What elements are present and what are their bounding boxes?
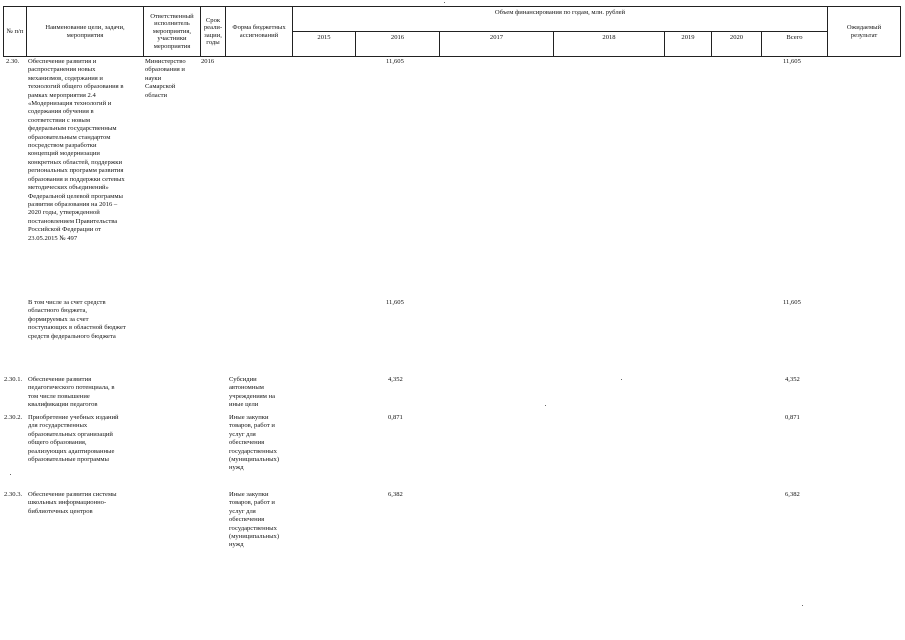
row-number: 2.30.2.: [4, 414, 23, 421]
header-total: Всего: [786, 33, 803, 41]
row-number: 2.30.1.: [4, 376, 23, 383]
row-value-2016: 4,352: [388, 376, 403, 383]
row-value-2016: 6,382: [388, 491, 403, 498]
row-name: Обеспечение развития системы школьных информационно- библиотечных центров: [28, 491, 117, 515]
scan-speck: [444, 2, 445, 3]
scan-speck: [545, 405, 546, 406]
header-no: № п/п: [6, 27, 24, 35]
border-right: [900, 6, 901, 57]
row-form: Иные закупки товаров, работ и услуг для обеспечения государственных (муниципальных) нужд: [229, 414, 280, 472]
row-value-total: 11,605: [783, 299, 801, 306]
scan-speck: [621, 379, 622, 380]
scan-speck: [802, 605, 803, 606]
row-value-total: 6,382: [785, 491, 800, 498]
row-term: 2016: [201, 58, 215, 65]
row-value-2016: 11,605: [386, 58, 404, 65]
header-year-2018: 2018: [602, 33, 616, 41]
row-name: Обеспечение развития педагогического потенциала, в том числе повышение квалификации педагогов: [28, 376, 115, 409]
header-name: Наименование цели, задачи, мероприятия: [45, 24, 125, 39]
row-value-2016: 11,605: [386, 299, 404, 306]
row-name: Обеспечение развития и распространения новых механизмов, содержания и технологий общего образования в рамках мероприятия 2.4 «Модернизация технологий и содержания обучения в соответствии с новым федеральным государственным образовательным стандартом посредством разработки концепций модернизации конкретных областей, поддержки региональных программ развития образования и поддержки сетевых методических объединений» Федеральной целевой программы развития образования на 2016 – 2020 годы, утвержденной постановлением Правительства Российской Федерации от 23.05.2015 № 497: [28, 58, 125, 242]
row-executor: Министерство образования и науки Самарской области: [145, 58, 186, 99]
row-name: Приобретение учебных изданий для государственных образовательных организаций общего образования, реализующих адаптированные образовательные программы: [28, 414, 119, 464]
row-number: 2.30.3.: [4, 491, 23, 498]
header-term: Срок реали- зации, годы: [203, 16, 223, 46]
header-year-2016: 2016: [390, 33, 405, 41]
row-name: В том числе за счет средств областного бюджета, формируемых за счет поступающих в областной бюджет средств федерального бюджета: [28, 299, 126, 340]
scan-speck: [10, 474, 11, 475]
row-value-total: 11,605: [783, 58, 801, 65]
header-year-2019: 2019: [681, 33, 695, 41]
header-year-2020: 2020: [729, 33, 744, 41]
header-funding: Объем финансирования по годам, млн. рублей: [494, 8, 626, 16]
row-value-total: 0,871: [785, 414, 800, 421]
row-value-total: 4,352: [785, 376, 800, 383]
header-year-2015: 2015: [317, 33, 331, 41]
row-form: Субсидии автономным учреждениям на иные цели: [229, 376, 276, 409]
row-number: 2.30.: [6, 58, 20, 65]
header-result: Ожидаемый результат: [846, 24, 882, 39]
row-form: Иные закупки товаров, работ и услуг для обеспечения государственных (муниципальных) нужд: [229, 491, 280, 549]
header-bottom-line: [3, 56, 901, 57]
row-value-2016: 0,871: [388, 414, 403, 421]
header-executor: Ответственный исполнитель мероприятия, участники мероприятия: [150, 12, 194, 50]
header-form: Форма бюджетных ассигнований: [232, 24, 286, 39]
header-year-2017: 2017: [489, 33, 504, 41]
